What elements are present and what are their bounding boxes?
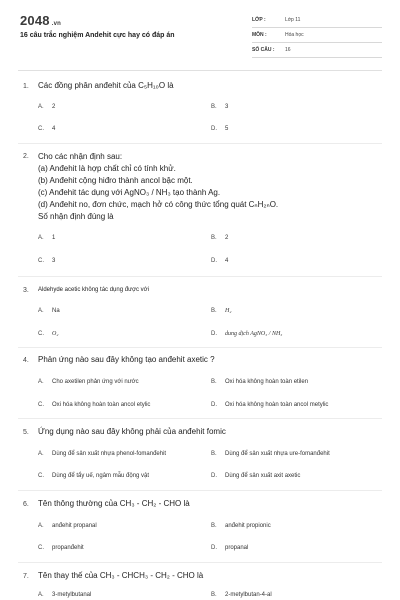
- option-c[interactable]: [38, 126, 55, 132]
- meta-row-class: [252, 14, 382, 28]
- option-d[interactable]: [211, 258, 228, 264]
- option-text: 5: [225, 126, 229, 132]
- option-text: anđehit propanal: [52, 523, 97, 529]
- option-d[interactable]: [211, 126, 228, 132]
- option-letter: B.: [211, 451, 217, 457]
- meta-value: Hóa học: [285, 32, 304, 38]
- option-letter: A.: [38, 104, 44, 110]
- meta-row-subject: [252, 29, 382, 43]
- question-text: Tên thay thế của CH₃ - CHCH₃ - CH₂ - CHO là: [38, 571, 204, 580]
- option-text: Dùng để sản xuất axit axetic: [225, 473, 301, 479]
- option-letter: C.: [38, 126, 44, 132]
- option-text: O₂: [52, 331, 59, 337]
- question-text: (c) Anđehit tác dụng với AgNO₃ / NH₃ tạo thành Ag.: [38, 188, 221, 197]
- option-letter: D.: [211, 473, 217, 479]
- option-letter: D.: [211, 545, 217, 551]
- option-letter: C.: [38, 331, 44, 337]
- option-text: anđehit propionic: [225, 523, 271, 529]
- option-letter: D.: [211, 258, 217, 264]
- option-d[interactable]: [211, 331, 282, 337]
- question-text-main: Aldehyde acetic không tác dụng được với: [38, 287, 149, 293]
- logo-suffix: .vn: [51, 21, 62, 27]
- meta-key: MÔN :: [252, 32, 267, 38]
- option-letter: C.: [38, 545, 44, 551]
- option-d[interactable]: [211, 473, 300, 479]
- option-a[interactable]: [38, 379, 139, 385]
- option-text: 4: [52, 126, 56, 132]
- meta-value: 16: [285, 47, 291, 53]
- option-letter: C.: [38, 402, 44, 408]
- option-text: Oxi hóa không hoàn toàn ancol metylic: [225, 402, 329, 408]
- option-a[interactable]: [38, 308, 60, 314]
- option-letter: B.: [211, 592, 217, 598]
- option-text: 3: [52, 258, 56, 264]
- option-a[interactable]: [38, 104, 55, 110]
- option-letter: D.: [211, 331, 217, 337]
- option-letter: B.: [211, 104, 217, 110]
- meta-row-count: [252, 44, 382, 58]
- option-b[interactable]: [211, 451, 330, 457]
- option-a[interactable]: [38, 235, 55, 241]
- question-number: 4.: [23, 357, 29, 364]
- question-divider: [18, 143, 382, 144]
- meta-key: LỚP :: [252, 17, 266, 23]
- option-text: dung dịch AgNO₃ / NH₃: [225, 331, 283, 337]
- question-number: 7.: [23, 573, 29, 580]
- question-divider: [18, 347, 382, 348]
- option-text: Dùng để sản xuất nhựa ure-fomanđehit: [225, 451, 330, 457]
- question-text: (b) Anđehit cộng hiđro thành ancol bậc một.: [38, 176, 193, 185]
- option-letter: A.: [38, 379, 44, 385]
- option-text: 2: [52, 104, 56, 110]
- option-c[interactable]: [38, 258, 55, 264]
- question-text: Các đồng phân anđehit của C₅H₁₀O là: [38, 81, 174, 90]
- option-letter: D.: [211, 126, 217, 132]
- question-divider: [18, 418, 382, 419]
- option-letter: C.: [38, 473, 44, 479]
- option-text: 3-metylbutanal: [52, 592, 92, 598]
- option-letter: A.: [38, 235, 44, 241]
- option-text: Oxi hóa không hoàn toàn ancol etylic: [52, 402, 151, 408]
- question-text: (a) Anđehit là hợp chất chỉ có tính khử.: [38, 164, 176, 173]
- question-number: 1.: [23, 83, 29, 90]
- logo-text: 2048: [20, 13, 50, 28]
- option-a[interactable]: [38, 451, 166, 457]
- question-text: Cho các nhận định sau:: [38, 152, 123, 161]
- header-divider: [18, 70, 382, 71]
- question-text: (d) Anđehit no, đơn chức, mạch hở có công thức tổng quát CₙH₂ₙO.: [38, 200, 279, 209]
- question-number: 3.: [23, 287, 29, 294]
- question-number: 2.: [23, 153, 29, 160]
- option-letter: B.: [211, 308, 217, 314]
- option-text: Dùng để tẩy uế, ngâm mẫu động vật: [52, 473, 150, 479]
- option-letter: B.: [211, 235, 217, 241]
- option-text: 2: [225, 235, 229, 241]
- document-header: [0, 0, 400, 64]
- option-letter: A.: [38, 592, 44, 598]
- option-b[interactable]: [211, 308, 231, 314]
- option-text: Cho axetilen phản ứng với nước: [52, 379, 139, 385]
- meta-value: Lớp 11: [285, 17, 301, 23]
- option-letter: D.: [211, 402, 217, 408]
- option-b[interactable]: [211, 379, 308, 385]
- question-text: Số nhận định đúng là: [38, 212, 114, 221]
- option-text: 1: [52, 235, 56, 241]
- option-c[interactable]: [38, 402, 150, 408]
- option-text: 3: [225, 104, 229, 110]
- question-divider: [18, 490, 382, 491]
- option-text: Na: [52, 308, 60, 314]
- option-b[interactable]: [211, 523, 271, 529]
- option-text: 2-metylbutan-4-al: [225, 592, 272, 598]
- option-text: Oxi hóa không hoàn toàn etilen: [225, 379, 309, 385]
- option-text: Dùng để sản xuất nhựa phenol-fomanđehit: [52, 451, 167, 457]
- option-letter: A.: [38, 451, 44, 457]
- question-text: Ứng dụng nào sau đây không phải của anđehit fomic: [38, 427, 226, 436]
- question-text: Tên thông thường của CH₃ - CH₂ - CHO là: [38, 499, 190, 508]
- option-b[interactable]: [211, 104, 228, 110]
- question-number: 6.: [23, 501, 29, 508]
- option-letter: C.: [38, 258, 44, 264]
- option-text: propanđehit: [52, 545, 84, 551]
- option-text: 4: [225, 258, 229, 264]
- option-c[interactable]: [38, 331, 58, 337]
- option-b[interactable]: [211, 235, 228, 241]
- document-title: 16 câu trắc nghiệm Andehit cực hay có đáp án: [20, 32, 175, 39]
- question-divider: [18, 562, 382, 563]
- option-d[interactable]: [211, 402, 328, 408]
- question-number: 5.: [23, 429, 29, 436]
- option-text: H₂: [225, 308, 232, 314]
- question-text: [38, 287, 149, 293]
- meta-key: SỐ CÂU :: [252, 47, 275, 53]
- option-letter: A.: [38, 523, 44, 529]
- option-text: propanal: [225, 545, 249, 551]
- option-letter: B.: [211, 523, 217, 529]
- option-b[interactable]: [211, 592, 272, 598]
- option-c[interactable]: [38, 473, 149, 479]
- option-c[interactable]: [38, 545, 84, 551]
- site-logo[interactable]: [20, 13, 61, 28]
- option-a[interactable]: [38, 523, 97, 529]
- question-text: Phản ứng nào sau đây không tạo anđehit axetic ?: [38, 355, 215, 364]
- option-letter: A.: [38, 308, 44, 314]
- question-divider: [18, 276, 382, 277]
- option-letter: B.: [211, 379, 217, 385]
- option-a[interactable]: [38, 592, 91, 598]
- option-d[interactable]: [211, 545, 248, 551]
